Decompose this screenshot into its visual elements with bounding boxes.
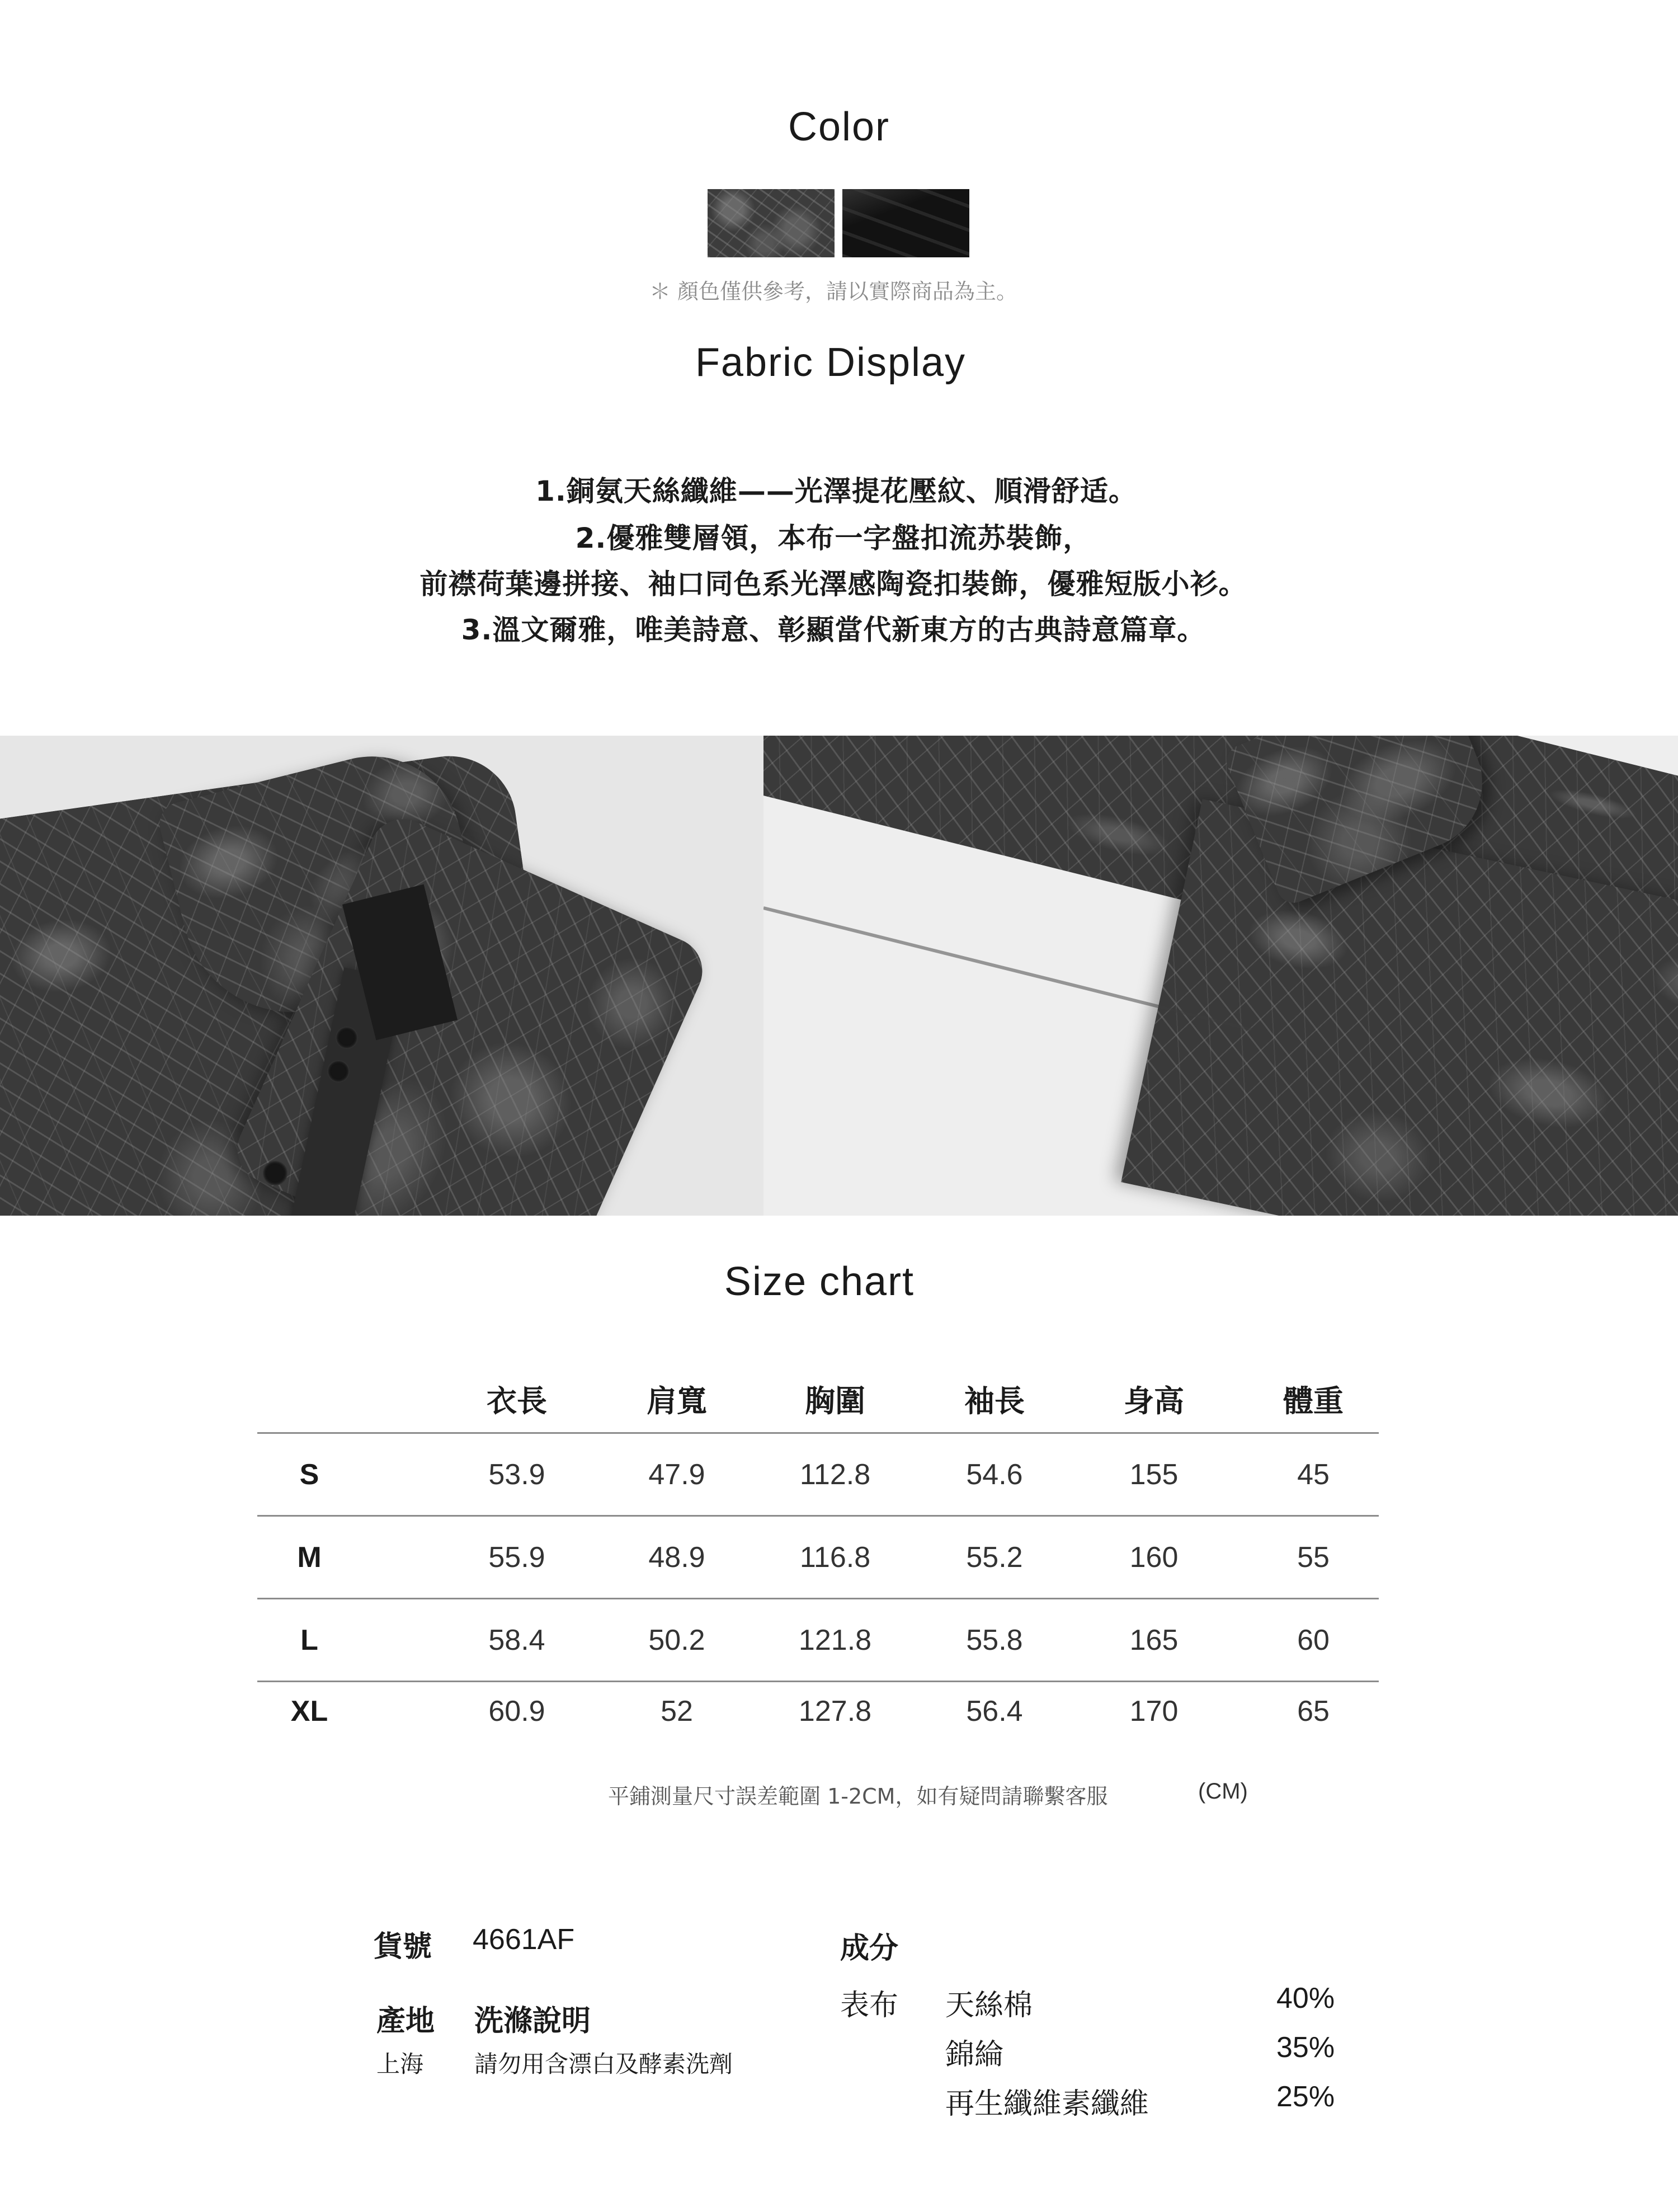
fabric-line-3: 前襟荷葉邊拼接、袖口同色系光澤感陶瓷扣裝飾，優雅短版小衫。 bbox=[420, 568, 1247, 600]
table-cell: 155 bbox=[1129, 1458, 1179, 1491]
origin-label: 產地 bbox=[376, 2004, 435, 2038]
table-cell: 127.8 bbox=[798, 1695, 872, 1728]
size-table-header bbox=[257, 1365, 1379, 1432]
size-label: L bbox=[300, 1623, 318, 1656]
composition-label: 成分 bbox=[840, 1932, 899, 1965]
table-cell: 112.8 bbox=[799, 1458, 871, 1491]
col-header-height: 身高 bbox=[1124, 1383, 1184, 1419]
table-cell: 48.9 bbox=[648, 1541, 705, 1574]
table-cell: 170 bbox=[1129, 1695, 1179, 1728]
table-cell: 53.9 bbox=[488, 1458, 545, 1491]
table-cell: 55.2 bbox=[966, 1541, 1023, 1574]
item-no-label: 貨號 bbox=[374, 1930, 432, 1964]
fabric-label: 表布 bbox=[840, 1989, 899, 2022]
size-unit: (CM) bbox=[1198, 1779, 1248, 1804]
table-row bbox=[257, 1432, 1379, 1515]
table-cell: 56.4 bbox=[966, 1695, 1023, 1728]
table-cell: 50.2 bbox=[648, 1623, 705, 1656]
color-title: Color bbox=[788, 105, 890, 149]
size-label: XL bbox=[290, 1695, 328, 1728]
fabric-photo-collar bbox=[0, 736, 763, 1216]
item-no-value: 4661AF bbox=[473, 1923, 575, 1956]
material-name: 錦綸 bbox=[945, 2039, 1004, 2071]
table-row bbox=[257, 1598, 1379, 1681]
fabric-title: Fabric Display bbox=[695, 340, 967, 385]
table-cell: 160 bbox=[1129, 1541, 1179, 1574]
fabric-line-1: 1.銅氨天絲纖維——光澤提花壓紋、順滑舒适。 bbox=[535, 475, 1137, 507]
table-cell: 165 bbox=[1129, 1623, 1179, 1656]
col-header-sleeve: 袖長 bbox=[964, 1383, 1025, 1419]
origin-value: 上海 bbox=[376, 2050, 424, 2078]
size-table bbox=[257, 1365, 1379, 1750]
col-header-weight: 體重 bbox=[1283, 1383, 1344, 1419]
fabric-line-2: 2.優雅雙層領，本布一字盤扣流苏裝飾， bbox=[575, 522, 1092, 554]
table-cell: 55.8 bbox=[966, 1623, 1023, 1656]
care-label: 洗滌說明 bbox=[474, 2004, 591, 2038]
material-name: 天絲棉 bbox=[945, 1989, 1033, 2022]
table-cell: 55 bbox=[1297, 1541, 1330, 1574]
table-cell: 54.6 bbox=[966, 1458, 1023, 1491]
table-cell: 47.9 bbox=[648, 1458, 705, 1491]
table-cell: 58.4 bbox=[488, 1623, 545, 1656]
col-header-length: 衣長 bbox=[487, 1383, 547, 1419]
table-row bbox=[257, 1681, 1379, 1750]
material-percent: 40% bbox=[1276, 1982, 1335, 2015]
table-cell: 65 bbox=[1297, 1695, 1330, 1728]
table-cell: 45 bbox=[1297, 1458, 1330, 1491]
fabric-line-4: 3.溫文爾雅，唯美詩意、彰顯當代新東方的古典詩意篇章。 bbox=[461, 614, 1206, 646]
table-cell: 116.8 bbox=[799, 1541, 871, 1574]
material-percent: 35% bbox=[1276, 2031, 1335, 2064]
table-row bbox=[257, 1515, 1379, 1598]
table-cell: 55.9 bbox=[488, 1541, 545, 1574]
material-percent: 25% bbox=[1276, 2081, 1335, 2113]
col-header-chest: 胸圍 bbox=[805, 1383, 865, 1419]
size-label: M bbox=[297, 1541, 322, 1574]
color-note: ＊ 顏色僅供參考，請以實際商品為主。 bbox=[649, 279, 1018, 304]
size-chart-title: Size chart bbox=[724, 1259, 915, 1304]
table-cell: 121.8 bbox=[798, 1623, 872, 1656]
fabric-photo-hem bbox=[763, 736, 1678, 1216]
color-swatch-print[interactable] bbox=[708, 189, 835, 257]
care-value: 請勿用含漂白及酵素洗劑 bbox=[474, 2050, 733, 2078]
table-cell: 52 bbox=[661, 1695, 693, 1728]
table-cell: 60 bbox=[1297, 1623, 1330, 1656]
size-label: S bbox=[299, 1458, 319, 1491]
color-swatch-black[interactable] bbox=[842, 189, 969, 257]
size-note: 平鋪測量尺寸誤差範圍 1-2CM，如有疑問請聯繫客服 bbox=[608, 1784, 1108, 1809]
col-header-shoulder: 肩寬 bbox=[647, 1383, 707, 1419]
table-cell: 60.9 bbox=[488, 1695, 545, 1728]
material-name: 再生纖維素纖維 bbox=[945, 2088, 1149, 2120]
